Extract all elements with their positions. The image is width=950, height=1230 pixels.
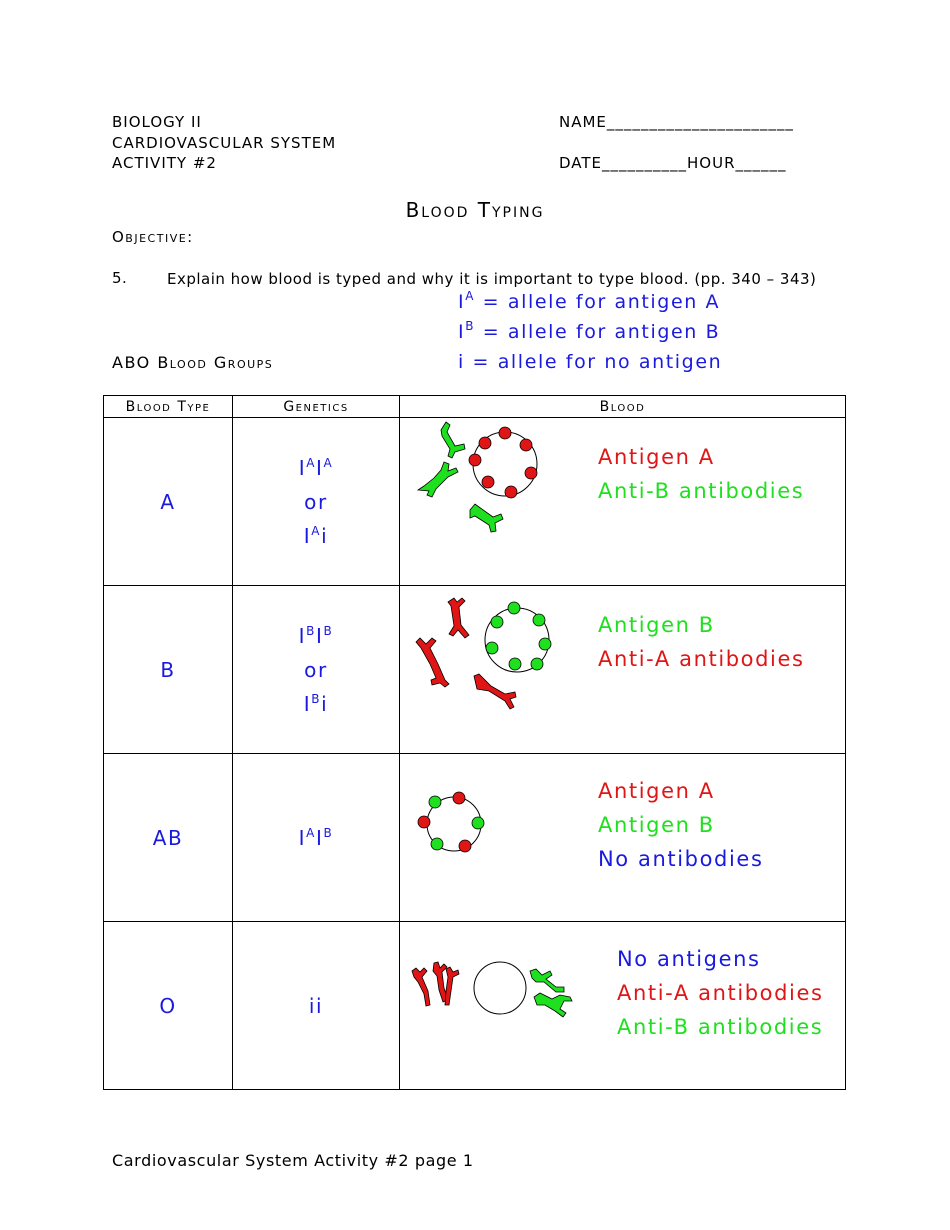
label-no-antibodies: No antibodies bbox=[598, 847, 764, 871]
label-antigen-b: Antigen B bbox=[598, 613, 715, 637]
page-footer: Cardiovascular System Activity #2 page 1 bbox=[112, 1151, 474, 1170]
blood-type-a: A bbox=[104, 418, 233, 586]
type-o-cell-illustration bbox=[410, 957, 590, 1037]
blood-cell-a bbox=[400, 418, 846, 586]
antigen-b-cell-illustration bbox=[412, 594, 562, 724]
header-blood: Blood bbox=[400, 396, 846, 418]
anti-b-antibody-icon bbox=[530, 969, 572, 1017]
label-anti-b: Anti-B antibodies bbox=[598, 479, 805, 503]
blood-labels-a bbox=[598, 440, 804, 508]
label-antigen-b: Antigen B bbox=[598, 813, 715, 837]
genetics-ab: $I^AI^B$ bbox=[233, 754, 400, 922]
blood-labels-ab bbox=[598, 774, 763, 876]
activity-title: ACTIVITY #2 bbox=[112, 154, 217, 172]
page-title: Blood Typing bbox=[405, 198, 545, 222]
label-antigen-a: Antigen A bbox=[598, 445, 715, 469]
table-row bbox=[104, 418, 846, 586]
label-no-antigens: No antigens bbox=[617, 947, 761, 971]
label-anti-a: Anti-A antibodies bbox=[617, 981, 824, 1005]
table-row bbox=[104, 922, 846, 1090]
label-anti-a: Anti-A antibodies bbox=[598, 647, 805, 671]
header-genetics: Genetics bbox=[233, 396, 400, 418]
blood-labels-b bbox=[598, 608, 805, 676]
label-anti-b: Anti-B antibodies bbox=[617, 1015, 824, 1039]
label-antigen-a: Antigen A bbox=[598, 779, 715, 803]
table-row bbox=[104, 586, 846, 754]
table-header-row bbox=[104, 396, 846, 418]
blood-type-b: B bbox=[104, 586, 233, 754]
section-heading: ABO Blood Groups bbox=[112, 353, 274, 372]
blood-group-table bbox=[103, 395, 846, 1090]
course-title: BIOLOGY II bbox=[112, 113, 202, 131]
objective-label: Objective: bbox=[112, 228, 194, 246]
objective-number: 5. bbox=[112, 269, 128, 287]
antigen-a-cell-illustration bbox=[408, 418, 558, 548]
objective-text: Explain how blood is typed and why it is important to type blood. (pp. 340 – 343) bbox=[167, 270, 817, 288]
allele-list bbox=[458, 287, 722, 377]
blood-labels-o bbox=[617, 942, 824, 1044]
allele-o: i = allele for no antigen bbox=[458, 351, 723, 373]
header-blood-type: Blood Type bbox=[104, 396, 233, 418]
blood-type-ab: AB bbox=[104, 754, 233, 922]
genetics-o: ii bbox=[233, 922, 400, 1090]
genetics-a: $I^AI^A$ or $I^Ai$ bbox=[233, 418, 400, 586]
blood-type-o: O bbox=[104, 922, 233, 1090]
blood-cell-b bbox=[400, 586, 846, 754]
antigen-ab-cell-illustration bbox=[414, 786, 504, 866]
name-field[interactable]: NAME______________________ bbox=[559, 113, 794, 131]
anti-a-antibody-icon bbox=[412, 962, 459, 1006]
table-row bbox=[104, 754, 846, 922]
allele-a: $I^A$ = allele for antigen A bbox=[458, 289, 721, 313]
genetics-b: $I^BI^B$ or $I^Bi$ bbox=[233, 586, 400, 754]
blood-cell-o bbox=[400, 922, 846, 1090]
allele-b: $I^B$ = allele for antigen B bbox=[458, 319, 721, 343]
date-hour-field[interactable]: DATE__________HOUR______ bbox=[559, 154, 787, 172]
unit-title: CARDIOVASCULAR SYSTEM bbox=[112, 134, 337, 152]
blood-cell-ab bbox=[400, 754, 846, 922]
anti-a-antibody-icon bbox=[416, 598, 516, 709]
